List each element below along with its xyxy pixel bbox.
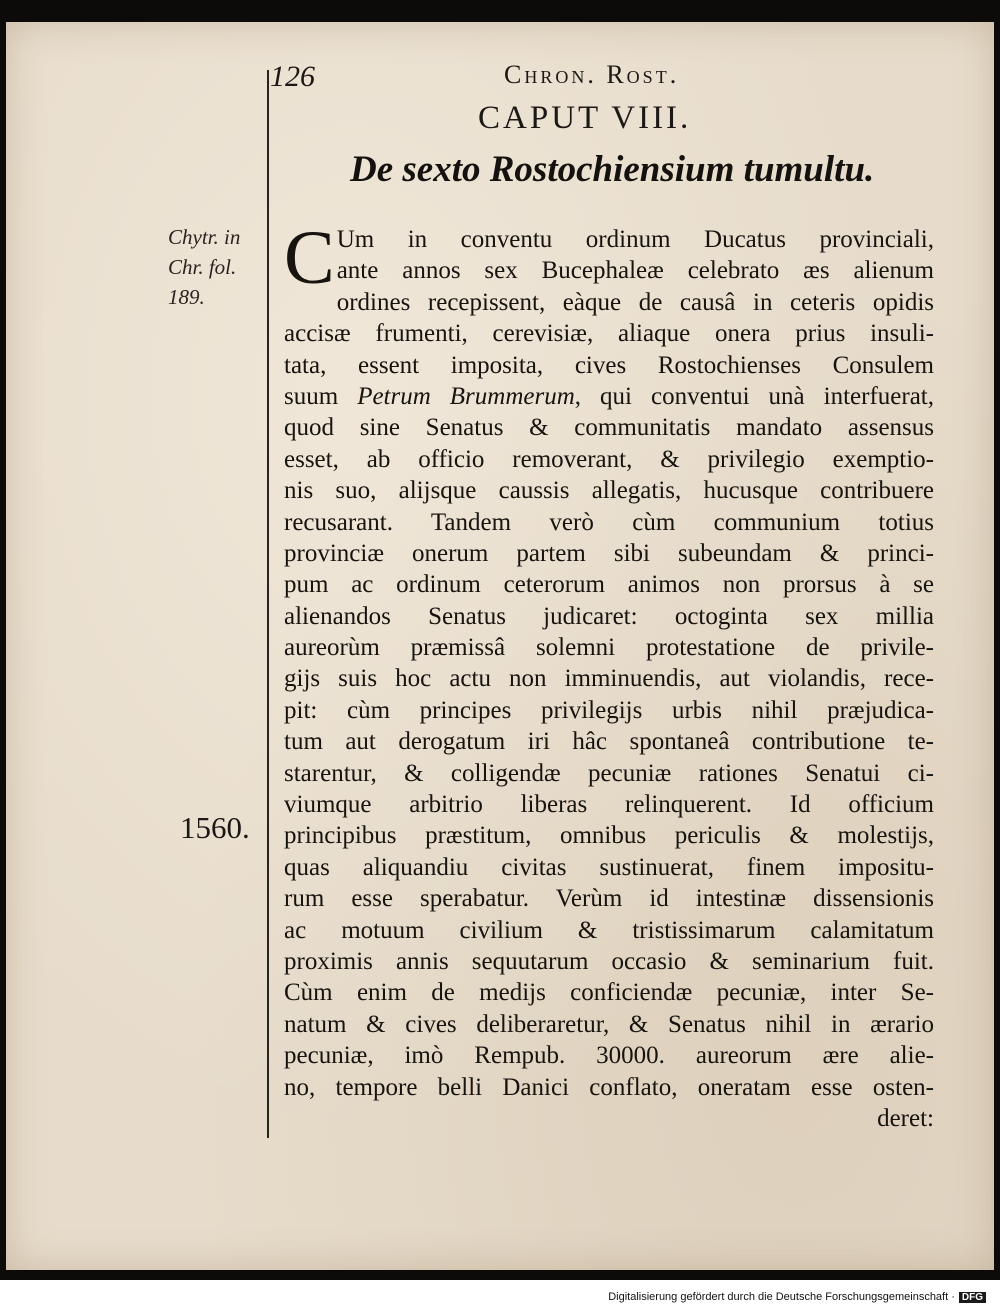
text-line: ante annos sex Bucephaleæ celebrato æs alienum (336, 257, 934, 285)
margin-year: 1560. (180, 810, 250, 845)
text-line: quas aliquandiu civitas sustinuerat, finem impositu- (284, 853, 934, 881)
text-line (284, 381, 934, 412)
text-line-rest: , qui conventui unà interfuerat, (574, 382, 934, 410)
chapter-subtitle: De sexto Rostochiensium tumultu. (350, 149, 875, 190)
margin-citation-line: 189. (168, 285, 205, 309)
text-line: aureorùm præmissâ solemni protestatione de privile- (284, 634, 934, 662)
text-line: provinciæ onerum partem sibi subeundam & princi- (284, 539, 934, 567)
text-line: Cùm enim de medijs conficiendæ pecuniæ, inter Se- (284, 979, 934, 1007)
margin-citation (168, 222, 240, 312)
text-line: proximis annis sequutarum occasio & seminarium fuit. (284, 947, 934, 975)
text-line: pit: cùm principes privilegijs urbis nihil præjudica- (284, 696, 934, 724)
margin-citation-line: Chr. fol. (168, 255, 237, 279)
text-line: quod sine Senatus & communitatis mandato assensus (284, 414, 934, 442)
text-line: rum esse sperabatur. Verùm id intestinæ dissensionis (284, 885, 934, 913)
dfg-logo: DFG (959, 1292, 986, 1303)
body-text (284, 216, 934, 1134)
text-line: recusarant. Tandem verò cùm communium totius (284, 508, 934, 536)
text-line: tata, essent imposita, cives Rostochienses Consulem (284, 351, 934, 379)
digitization-credit (608, 1291, 986, 1303)
text-line: tum aut derogatum iri hâc spontaneâ contributione te- (284, 728, 934, 756)
chapter-title: CAPUT VIII. (478, 100, 692, 136)
margin-citation-line: Chytr. in (168, 225, 241, 249)
page-number: 126 (270, 60, 315, 93)
catchword: deret: (877, 1104, 934, 1132)
text-line: ac motuum civilium & tristissimarum calamitatum (284, 916, 934, 944)
drop-capital: C (284, 216, 335, 300)
text-line: alienandos Senatus judicaret: octoginta sex millia (284, 602, 934, 630)
text-line: nis suo, alijsque caussis allegatis, hucusque contribuere (284, 477, 934, 505)
text-line: accisæ frumenti, cerevisiæ, aliaque onera prius insuli- (284, 320, 934, 348)
margin-rule (267, 70, 269, 1138)
text-line: esset, ab officio removerant, & privilegio exemptio- (284, 445, 934, 473)
text-line: ordines recepissent, eàque de causâ in ceteris opidis (336, 288, 934, 316)
text-line: Um in conventu ordinum Ducatus provinciali, (336, 226, 934, 253)
person-name: Petrum Brummerum (357, 382, 575, 410)
text-line: gijs suis hoc actu non imminuendis, aut violandis, rece- (284, 665, 934, 693)
text-line: principibus præstitum, omnibus periculis & molestijs, (284, 822, 934, 850)
running-head: Chron. Rost. (504, 60, 680, 89)
credit-text: Digitalisierung gefördert durch die Deutsche Forschungsgemeinschaft · (608, 1291, 955, 1303)
text-line: pecuniæ, imò Rempub. 30000. aureorum ære alie- (284, 1042, 934, 1070)
text-line: no, tempore belli Danici conflato, oneratam esse osten- (284, 1073, 934, 1101)
text-line: pum ac ordinum ceterorum animos non prorsus à se (284, 571, 934, 599)
text-line-start: suum (284, 382, 358, 410)
text-line: starentur, & colligendæ pecuniæ rationes Senatui ci- (284, 759, 934, 787)
text-line: viumque arbitrio liberas relinquerent. Id officium (284, 791, 934, 819)
text-line: natum & cives deliberaretur, & Senatus nihil in ærario (284, 1010, 934, 1038)
